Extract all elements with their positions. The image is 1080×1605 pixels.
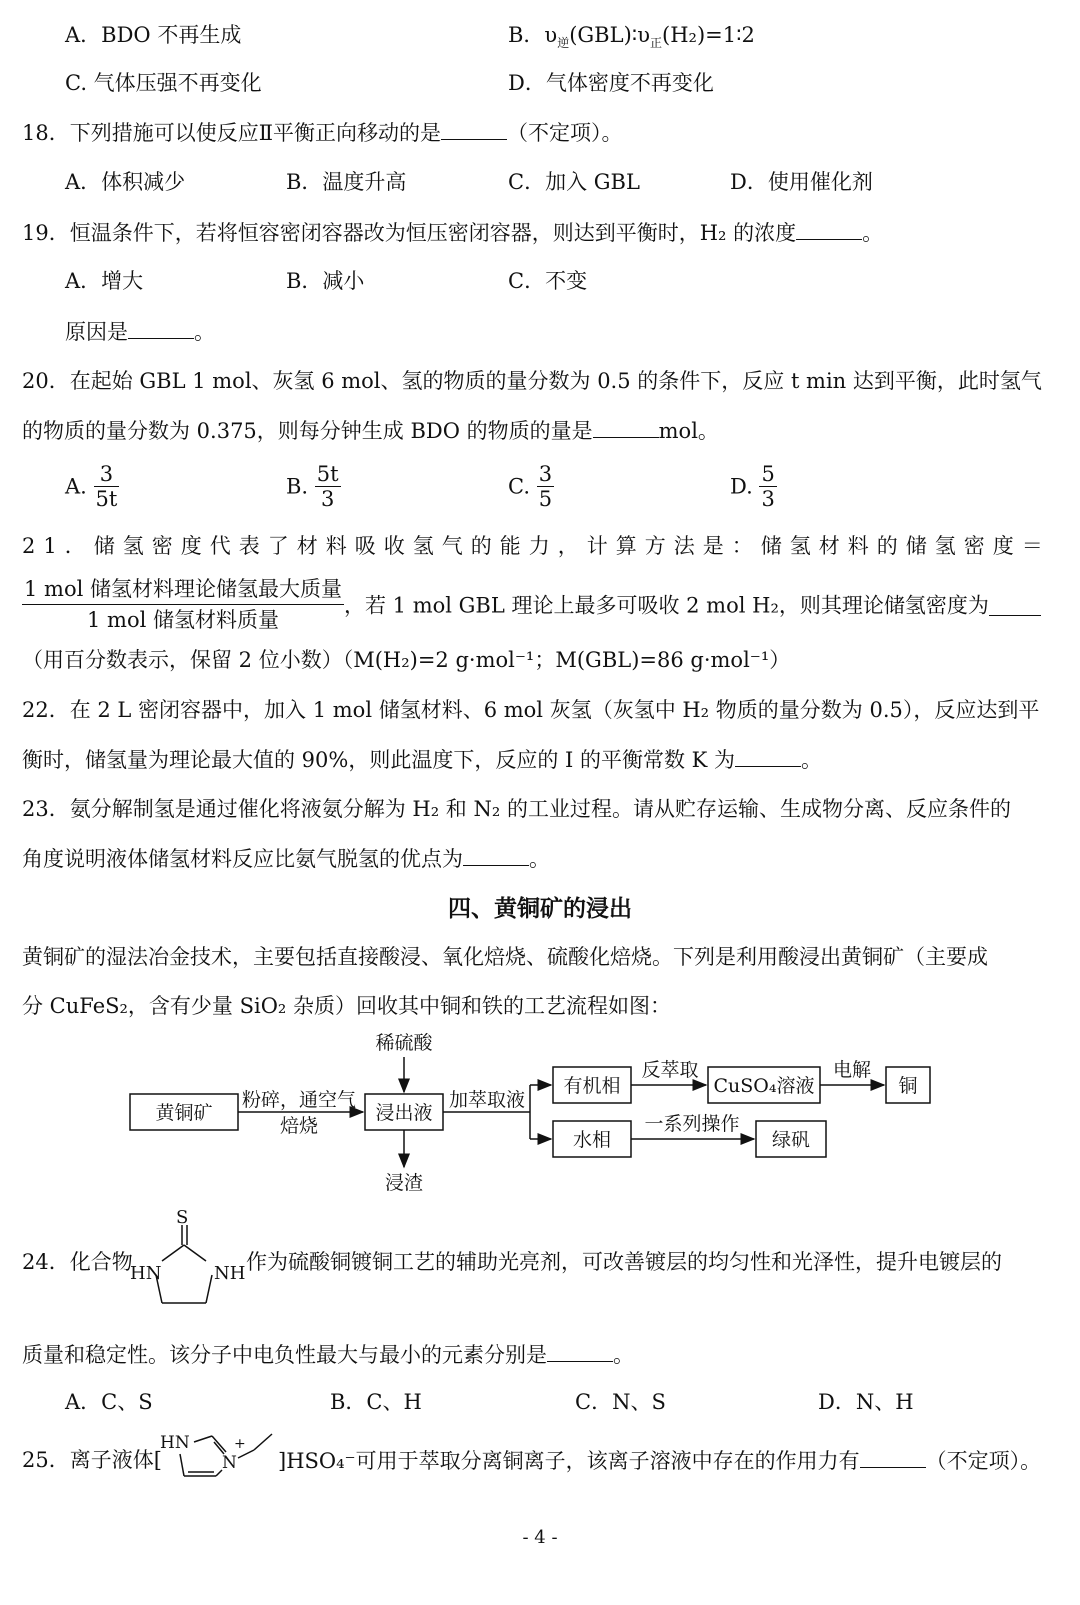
cuso4-label: CuSO₄溶液	[713, 1075, 815, 1097]
q17-option-c: C. 气体压强不再变化	[65, 71, 262, 95]
q20-option-b: B. $\frac{5t}{3}$	[286, 462, 339, 511]
q21-stem-line1: 21．储氢密度代表了材料吸收氢气的能力，计算方法是：储氢材料的储氢密度＝	[22, 534, 1051, 558]
section-title: 四、黄铜矿的浸出	[448, 895, 632, 922]
q19-reason: 原因是 。	[65, 316, 215, 347]
leach-label: 浸出液	[375, 1102, 433, 1124]
q19-option-b: B．减小	[286, 269, 365, 293]
q20-option-a: A. $\frac{3}{5t}$	[65, 462, 118, 511]
q24-stem-rest: 作为硫酸铜镀铜工艺的辅助光亮剂，可改善镀层的均匀性和光泽性，提升电镀层的	[246, 1250, 1002, 1274]
q20-option-d: D. $\frac{5}{3}$	[730, 462, 775, 511]
q24-stem-prefix: 24．化合物	[22, 1250, 133, 1274]
q22-stem-line1: 22．在 2 L 密闭容器中，加入 1 mol 储氢材料、6 mol 灰氢（灰氢中 H₂ 物质的量分数为 0.5），反应达到平	[22, 698, 1040, 722]
q24-option-a: A．C、S	[65, 1390, 153, 1414]
density-fraction-denominator: 1 mol 储氢材料质量	[87, 608, 279, 632]
acid-label: 稀硫酸	[375, 1032, 433, 1054]
q25-stem-rest: ]HSO₄⁻可用于萃取分离铜离子，该离子溶液中存在的作用力有 （不定项）。	[278, 1445, 1041, 1476]
q23-stem-line1: 23．氨分解制氢是通过催化将液氨分解为 H₂ 和 N₂ 的工业过程。请从贮存运输、生成物分离、反应条件的	[22, 797, 1011, 821]
section-intro-line2: 分 CuFeS₂，含有少量 SiO₂ 杂质）回收其中铜和铁的工艺流程如图：	[22, 994, 672, 1018]
q18-option-b: B．温度升高	[286, 170, 407, 194]
q21-formula-line: $\frac{\text{1 mol 储氢材料理论储氢最大质量}}{\text{1 mol 储氢材料质量}}$ ，若 1 mol GBL 理论上最多可吸收 2 mol H₂，则其理论储氢密度为	[22, 574, 1041, 635]
answer-blank[interactable]	[128, 316, 194, 339]
answer-blank[interactable]	[735, 744, 801, 767]
sulfur-label: S	[176, 1207, 189, 1228]
answer-blank[interactable]	[860, 1445, 926, 1468]
n-label: N	[222, 1453, 237, 1473]
step1-top-label: 粉碎，通空气	[241, 1089, 357, 1111]
extract-label: 加萃取液	[448, 1089, 526, 1111]
q18-option-c: C．加入 GBL	[508, 170, 640, 194]
q23-stem-line2: 角度说明液体储氢材料反应比氨气脱氢的优点为 。	[22, 843, 1052, 873]
copper-label: 铜	[898, 1075, 918, 1097]
q17-option-a: A．BDO 不再生成	[65, 23, 242, 47]
q19-option-c: C．不变	[508, 269, 588, 293]
process-flow-diagram	[0, 1025, 1080, 1195]
hn-label: HN	[160, 1433, 190, 1453]
series-label: 一系列操作	[644, 1113, 740, 1135]
q24-option-c: C．N、S	[575, 1390, 666, 1414]
q17-option-d: D．气体密度不再变化	[508, 71, 714, 95]
q19-stem: 19．恒温条件下，若将恒容密闭容器改为恒压密闭容器，则达到平衡时，H₂ 的浓度 。	[22, 217, 1052, 247]
q18-option-a: A．体积减少	[65, 170, 186, 194]
residue-label: 浸渣	[384, 1172, 424, 1194]
section-intro-line1: 黄铜矿的湿法冶金技术，主要包括直接酸浸、氧化焙烧、硫酸化焙烧。下列是利用酸浸出黄铜矿（主要成	[22, 945, 988, 969]
q18-stem: 18．下列措施可以使反应Ⅱ平衡正向移动的是 （不定项）。	[22, 117, 1052, 147]
q25-stem-prefix: 25．离子液体[	[22, 1448, 162, 1472]
step1-bottom-label: 焙烧	[279, 1115, 319, 1137]
q24-stem-line2: 质量和稳定性。该分子中电负性最大与最小的元素分别是 。	[22, 1339, 1052, 1369]
answer-blank[interactable]	[989, 593, 1041, 616]
page-number: - 4 -	[522, 1527, 558, 1548]
q20-stem-line1: 20．在起始 GBL 1 mol、灰氢 6 mol、氢的物质的量分数为 0.5 的条件下，反应 t min 达到平衡，此时氢气	[22, 369, 1042, 393]
q18-option-d: D．使用催化剂	[730, 170, 873, 194]
answer-blank[interactable]	[593, 415, 659, 438]
answer-blank[interactable]	[441, 117, 507, 140]
strip-label: 反萃取	[641, 1059, 699, 1081]
answer-blank[interactable]	[547, 1339, 613, 1362]
answer-blank[interactable]	[796, 217, 862, 240]
q21-stem-line3: （用百分数表示，保留 2 位小数）（M(H₂)=2 g·mol⁻¹；M(GBL)=86 g·mol⁻¹）	[22, 648, 791, 672]
answer-blank[interactable]	[463, 843, 529, 866]
imidazolidinethione-structure	[128, 1205, 248, 1315]
aqueous-label: 水相	[572, 1129, 612, 1151]
ore-label: 黄铜矿	[155, 1102, 213, 1124]
density-fraction-numerator: 1 mol 储氢材料理论储氢最大质量	[22, 574, 344, 605]
imidazolium-structure	[150, 1428, 280, 1498]
plus-charge: +	[234, 1436, 246, 1452]
q22-stem-line2: 衡时，储氢量为理论最大值的 90%，则此温度下，反应的 I 的平衡常数 K 为 。	[22, 744, 1052, 774]
q20-option-c: C. $\frac{3}{5}$	[508, 462, 553, 511]
q24-option-b: B．C、H	[330, 1390, 422, 1414]
electro-label: 电解	[832, 1059, 872, 1081]
q17-option-b: B．$\upsilon_逆(GBL)∶\upsilon_正(H_2)=1∶2$	[508, 23, 755, 51]
nh-label: NH	[214, 1263, 246, 1284]
green-vitriol-label: 绿矾	[771, 1129, 811, 1151]
q19-option-a: A．增大	[65, 269, 144, 293]
q24-option-d: D．N、H	[818, 1390, 914, 1414]
hn-label: HN	[130, 1263, 162, 1284]
organic-label: 有机相	[563, 1075, 621, 1097]
q20-stem-line2: 的物质的量分数为 0.375，则每分钟生成 BDO 的物质的量是 mol。	[22, 415, 1052, 445]
